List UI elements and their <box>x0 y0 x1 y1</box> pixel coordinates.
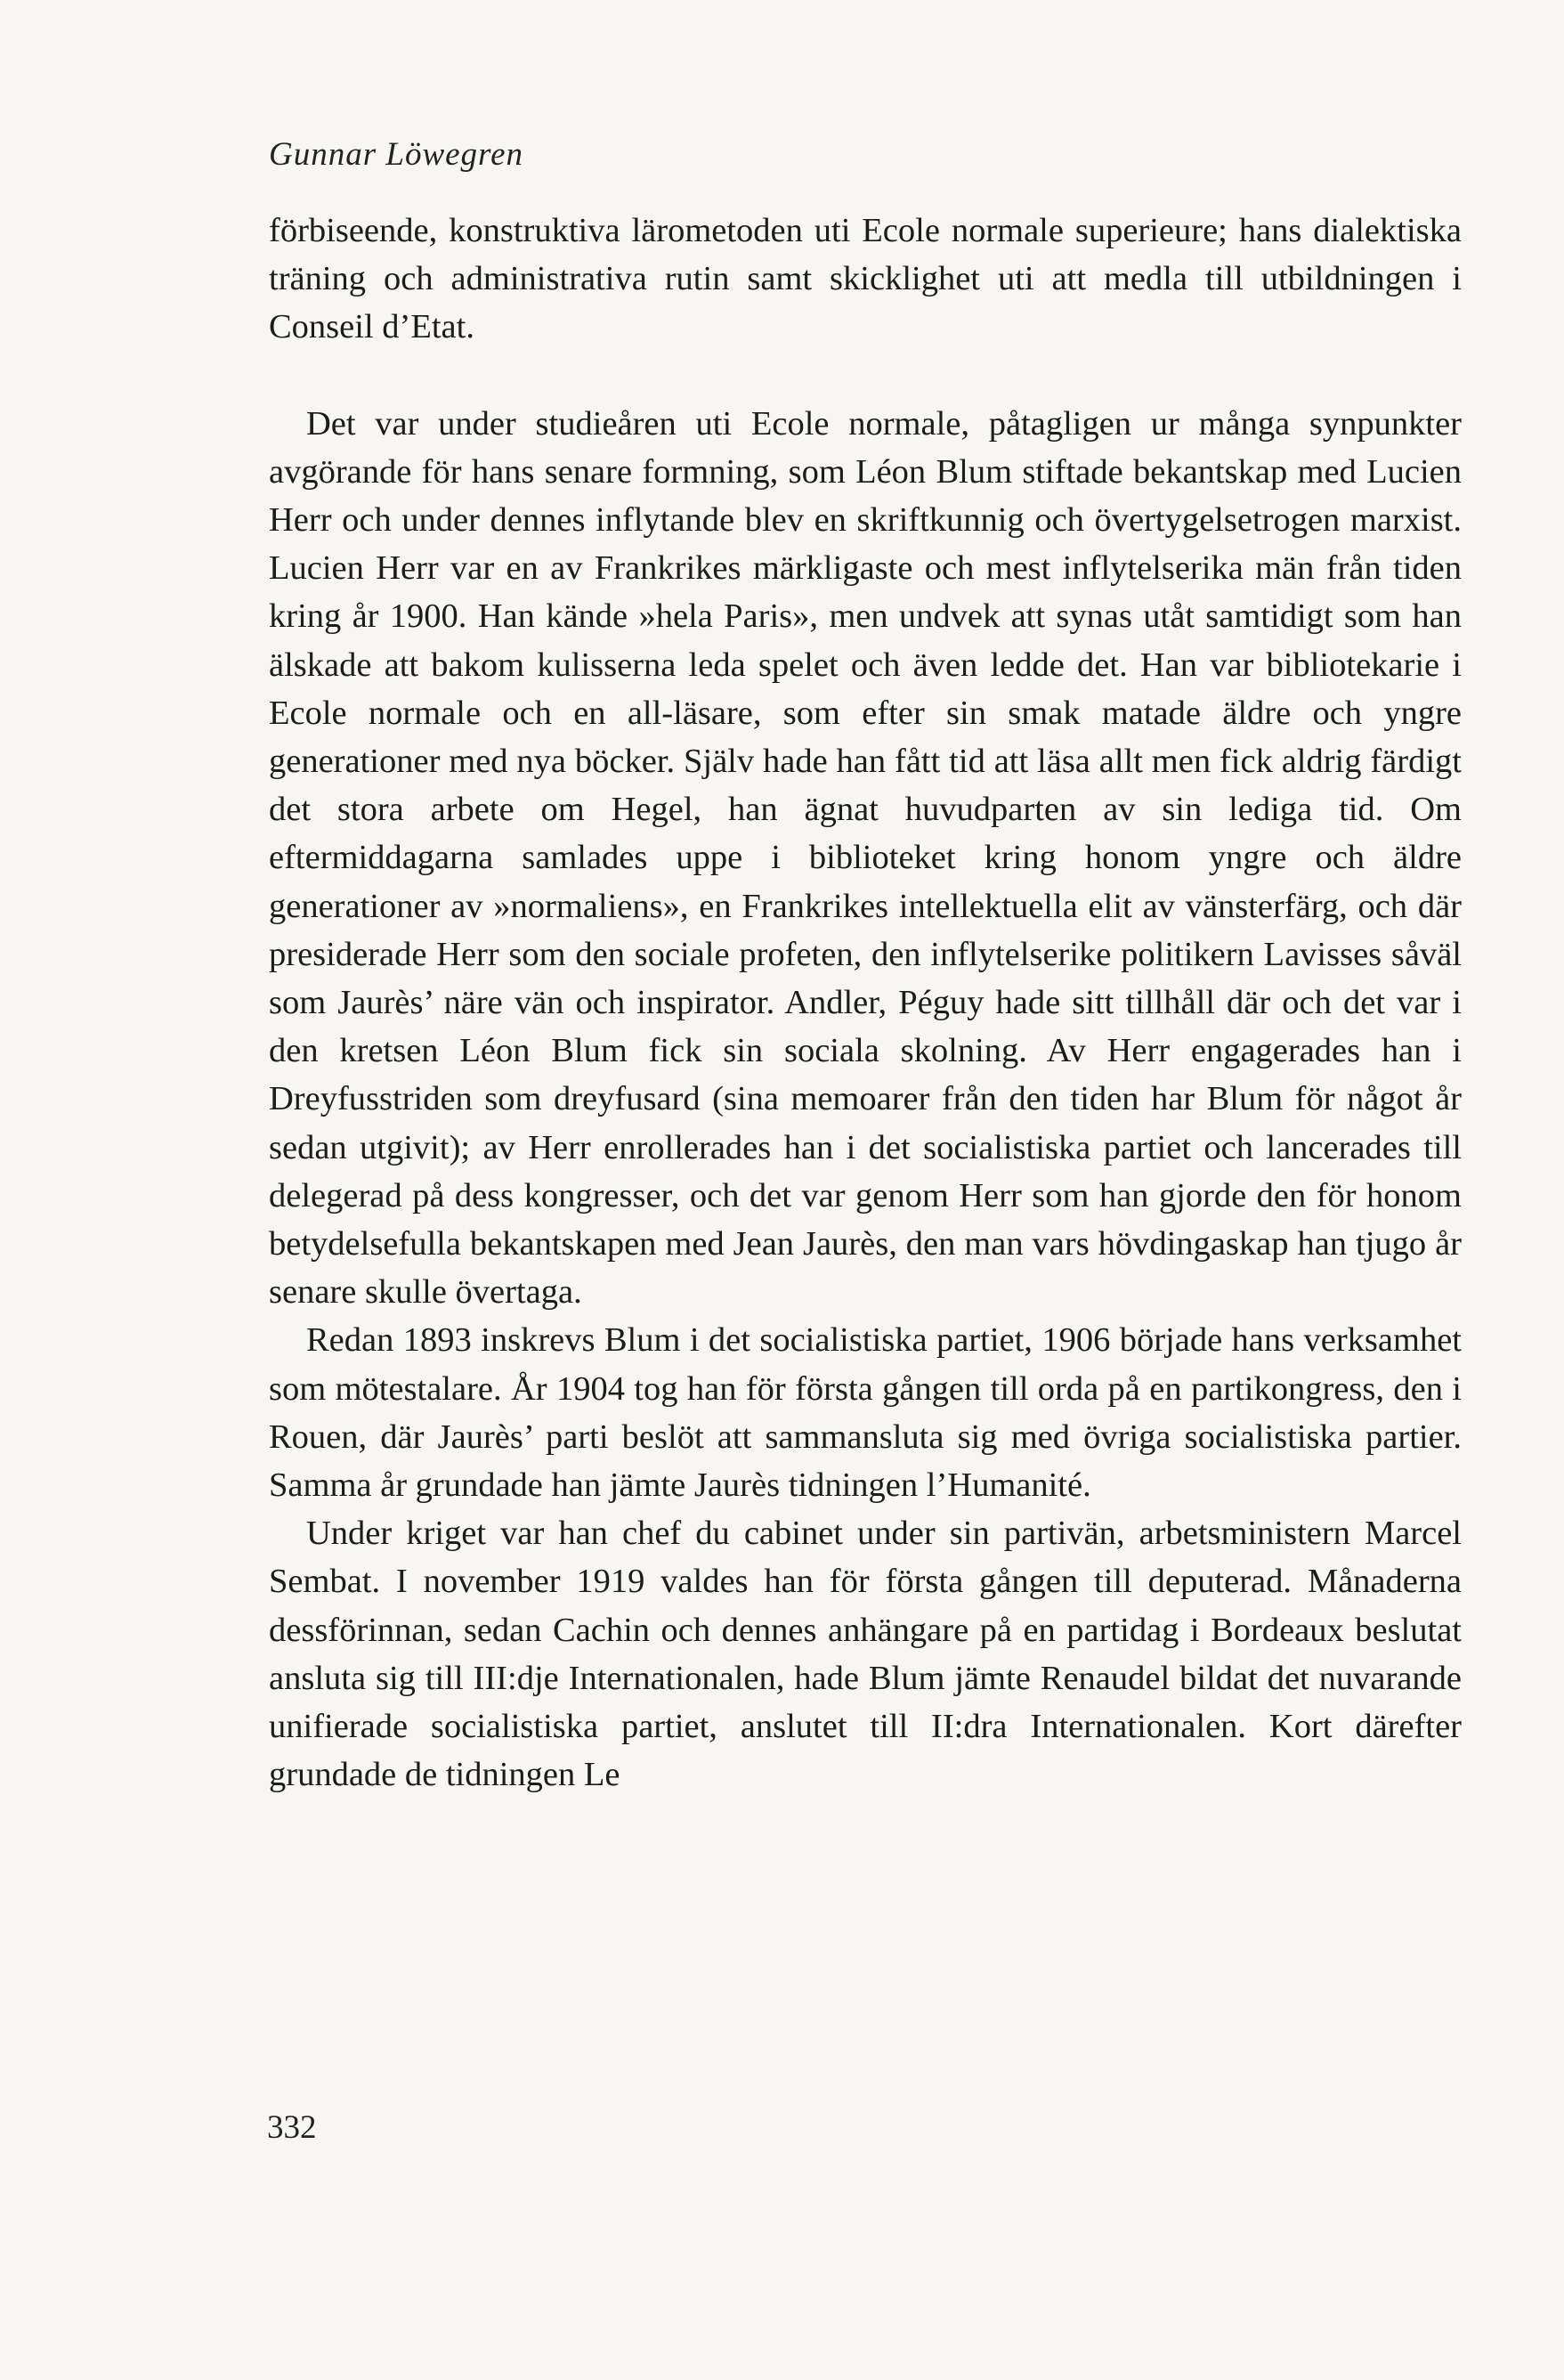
paragraph: Under kriget var han chef du cabinet under sin partivän, arbetsministern Marcel Sembat. I november 1919 valdes han för första gången till deputerad. Månaderna dessförinnan, sedan Cachin och dennes anhängare på en partidag i Bordeaux beslutat ansluta sig till III:dje Internationalen, hade Blum jämte Renaudel bildat det nuvarande unifierade socialistiska partiet, anslutet till II:dra Internationalen. Kort därefter grundade de tidningen Le <box>269 1515 1462 1794</box>
paragraph: Det var under studieåren uti Ecole normale, påtagligen ur många synpunkter avgörande för hans senare formning, som Léon Blum stiftade bekantskap med Lucien Herr och under dennes inflytande blev en skriftkunnig och övertygelsetrogen marxist. Lucien Herr var en av Frankrikes märkligaste och mest inflytelserika män från tiden kring år 1900. Han kände »hela Paris», men undvek att synas utåt samtidigt som han älskade att bakom kulisserna leda spelet och även ledde det. Han var bibliotekarie i Ecole normale och en all-läsare, som efter sin smak matade äldre och yngre generationer med nya böcker. Själv hade han fått tid att läsa allt men fick aldrig färdigt det stora arbete om Hegel, han ägnat huvudparten av sin lediga tid. Om eftermiddagarna samlades uppe i biblioteket kring honom yngre och äldre generationer av »normaliens», en Frankrikes intellektuella elit av vänsterfärg, och där presiderade Herr som den sociale profeten, den inflytelserike politikern Lavisses såväl som Jaurès’ näre vän och inspirator. Andler, Péguy hade sitt tillhåll där och det var i den kretsen Léon Blum fick sin sociala skolning. Av Herr engagerades han i Dreyfusstriden som dreyfusard (sina memoarer från den tiden har Blum för något år sedan utgivit); av Herr enrollerades han i det socialistiska partiet och lancerades till delegerad på dess kongresser, och det var genom Herr som han gjorde den för honom betydelsefulla bekantskapen med Jean Jaurès, den man vars hövdingaskap han tjugo år senare skulle övertaga. <box>269 404 1462 1312</box>
page-number: 332 <box>267 2109 317 2146</box>
paragraph: Redan 1893 inskrevs Blum i det socialistiska partiet, 1906 började hans verksamhet som mötestalare. År 1904 tog han för första gången till orda på en partikongress, den i Rouen, där Jaurès’ parti beslöt att sammansluta sig med övriga socialistiska partier. Samma år grundade han jämte Jaurès tidningen l’Humanité. <box>269 1321 1462 1505</box>
paragraph-continuation: förbiseende, konstruktiva lärometoden uti Ecole normale superieure; hans dialektiska träning och administrativa rutin samt skicklighet uti att medla till utbildningen i Conseil d’Etat. <box>269 212 1462 346</box>
running-head: Gunnar Löwegren <box>269 136 523 173</box>
body-text <box>269 207 1462 1799</box>
